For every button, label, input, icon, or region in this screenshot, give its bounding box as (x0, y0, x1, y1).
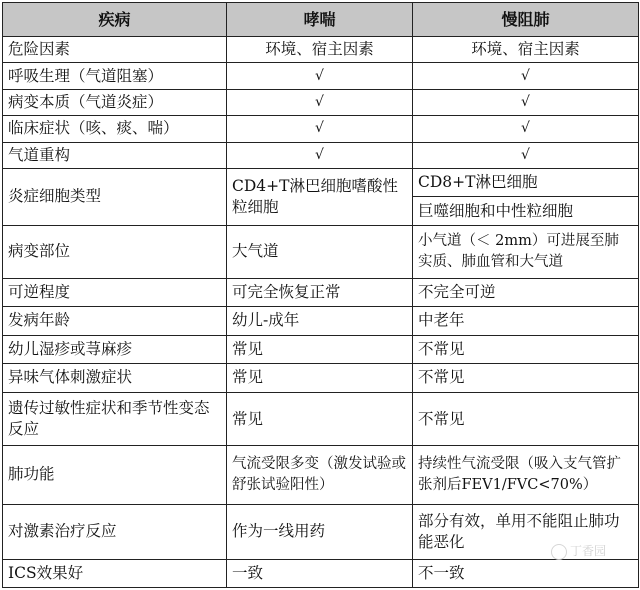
row-label: 气道重构 (3, 142, 227, 168)
asthma-cell: 一致 (227, 560, 413, 588)
table-row (3, 392, 639, 446)
row-label: 可逆程度 (3, 278, 227, 307)
asthma-cell: 气流受限多变（激发试验或舒张试验阳性） (227, 446, 413, 504)
comparison-table (2, 2, 639, 588)
row-label: 病变部位 (3, 225, 227, 278)
copd-cell: 不常见 (413, 392, 639, 446)
asthma-cell: 常见 (227, 364, 413, 393)
header-copd: 慢阻肺 (413, 3, 639, 37)
copd-cell: 不完全可逆 (413, 278, 639, 307)
check-icon: √ (227, 116, 413, 142)
asthma-cell: 大气道 (227, 225, 413, 278)
asthma-cell: CD4+T淋巴细胞嗜酸性粒细胞 (227, 168, 413, 225)
header-row (3, 3, 639, 37)
table-row (3, 307, 639, 336)
table-row (3, 560, 639, 588)
copd-cell: 不一致 (413, 560, 639, 588)
row-label: 临床症状（咳、痰、喘） (3, 116, 227, 142)
table-row (3, 116, 639, 142)
asthma-cell: 作为一线用药 (227, 504, 413, 560)
copd-cell: CD8+T淋巴细胞 (413, 168, 639, 197)
copd-cell: 部分有效，单用不能阻止肺功能恶化 (413, 504, 639, 560)
row-label: 异味气体刺激症状 (3, 364, 227, 393)
asthma-cell: 幼儿-成年 (227, 307, 413, 336)
asthma-cell: 环境、宿主因素 (227, 37, 413, 63)
table-row (3, 364, 639, 393)
row-label: 幼儿湿疹或荨麻疹 (3, 335, 227, 364)
check-icon: √ (413, 116, 639, 142)
table-row (3, 168, 639, 197)
copd-cell: 中老年 (413, 307, 639, 336)
row-label: 肺功能 (3, 446, 227, 504)
check-icon: √ (227, 142, 413, 168)
copd-cell: 持续性气流受限（吸入支气管扩张剂后FEV1/FVC<70%） (413, 446, 639, 504)
check-icon: √ (413, 142, 639, 168)
table-row (3, 335, 639, 364)
check-icon: √ (413, 63, 639, 89)
table-row (3, 63, 639, 89)
row-label: 呼吸生理（气道阻塞） (3, 63, 227, 89)
row-label: 对激素治疗反应 (3, 504, 227, 560)
copd-cell: 小气道（＜ 2mm）可进展至肺实质、肺血管和大气道 (413, 225, 639, 278)
asthma-cell: 常见 (227, 335, 413, 364)
table-row (3, 89, 639, 115)
table-row (3, 504, 639, 560)
table-row (3, 142, 639, 168)
check-icon: √ (227, 89, 413, 115)
header-asthma: 哮喘 (227, 3, 413, 37)
copd-cell: 环境、宿主因素 (413, 37, 639, 63)
row-label: 病变本质（气道炎症） (3, 89, 227, 115)
row-label: ICS效果好 (3, 560, 227, 588)
row-label: 发病年龄 (3, 307, 227, 336)
table-row (3, 37, 639, 63)
asthma-cell: 常见 (227, 392, 413, 446)
row-label: 危险因素 (3, 37, 227, 63)
header-disease: 疾病 (3, 3, 227, 37)
copd-cell: 不常见 (413, 364, 639, 393)
table-row (3, 446, 639, 504)
row-label: 遗传过敏性症状和季节性变态反应 (3, 392, 227, 446)
check-icon: √ (227, 63, 413, 89)
row-label: 炎症细胞类型 (3, 168, 227, 225)
copd-cell: 巨噬细胞和中性粒细胞 (413, 197, 639, 226)
asthma-cell: 可完全恢复正常 (227, 278, 413, 307)
watermark-text: 丁香园 (569, 544, 606, 558)
check-icon: √ (413, 89, 639, 115)
table-row (3, 278, 639, 307)
table-row (3, 225, 639, 278)
copd-cell: 不常见 (413, 335, 639, 364)
